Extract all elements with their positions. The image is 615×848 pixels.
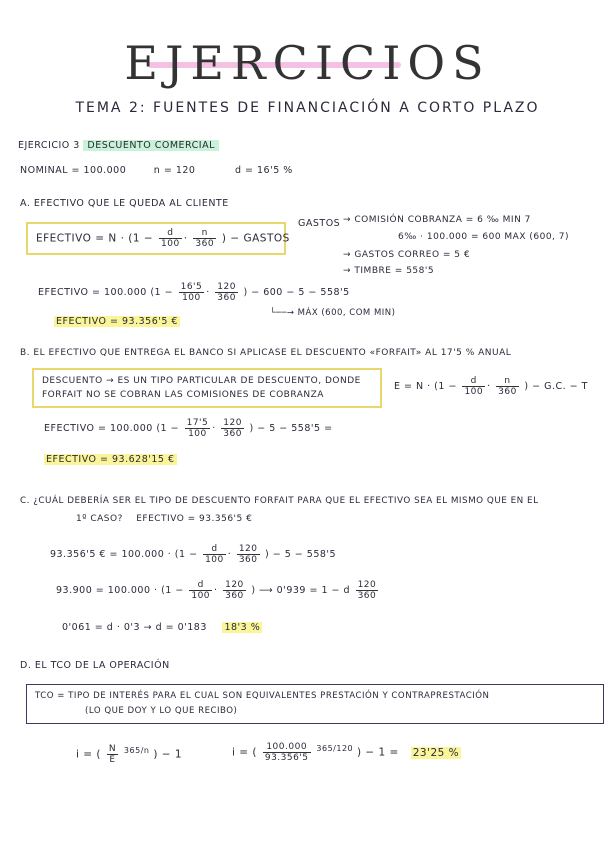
exercise-givens <box>20 165 293 176</box>
page-title: EJERCICIOS <box>124 36 491 90</box>
a-calc-frac1: $\frac{16'5}{100}$ <box>180 282 203 303</box>
c-eq2-frac2: $\frac{120}{360}$ <box>225 580 244 601</box>
exercise-header <box>18 140 219 151</box>
section-d-heading: D. EL TCO DE LA OPERACIÓN <box>20 660 170 671</box>
gastos-label: GASTOS <box>298 218 341 229</box>
a-max-note: └──→ MÁX (600, COM MIN) <box>270 308 396 318</box>
section-a-formula-box: EFECTIVO = N · (1 − $\frac{d}{100}$ · $\frac{n}{360}$ ) − GASTOS <box>26 222 286 255</box>
gastos-comision-calc: 6‰ · 100.000 = 600 MAX (600, 7) <box>398 232 570 242</box>
a-frac-d: $\frac{d}{100}$ <box>161 228 180 249</box>
exercise-topic: DESCUENTO COMERCIAL <box>83 140 219 151</box>
section-d-result: 23'25 % <box>412 746 460 759</box>
d-formula-frac: $\frac{N}{E}$ <box>108 744 117 765</box>
a-calc-frac2: $\frac{120}{360}$ <box>217 282 236 303</box>
section-c-eq2: 93.900 = 100.000 · (1 − $\frac{d}{100}$ · $\frac{120}{360}$ ) ⟶ 0'939 = 1 − d $\frac{120}{360}$ <box>56 580 377 601</box>
c-eq2-frac1: $\frac{d}{100}$ <box>191 580 211 601</box>
b-calc-frac2: $\frac{120}{360}$ <box>223 418 242 439</box>
section-b-result: EFECTIVO = 93.628'15 € <box>46 454 175 465</box>
section-a-result: EFECTIVO = 93.356'5 € <box>56 316 178 327</box>
c-eq1-frac1: $\frac{d}{100}$ <box>205 544 224 565</box>
d-calc-frac: $\frac{100.000}{93.356'5}$ <box>264 742 309 763</box>
section-b-heading: B. EL EFECTIVO QUE ENTREGA EL BANCO SI APLICASE EL DESCUENTO «FORFAIT» AL 17'5 % ANUAL <box>20 348 512 358</box>
section-a-calc: EFECTIVO = 100.000 (1 − $\frac{16'5}{100}$ · $\frac{120}{360}$ ) − 600 − 5 − 558'5 <box>38 282 350 303</box>
section-c-eq3: 0'061 = d · 0'3 → d = 0'183 18'3 % <box>62 622 261 633</box>
section-d-definition-box: TCO = TIPO DE INTERÉS PARA EL CUAL SON EQUIVALENTES PRESTACIÓN Y CONTRAPRESTACIÓN (LO QUE DOY Y LO QUE RECIBO) <box>26 684 604 724</box>
given-d: d = 16'5 % <box>234 165 293 176</box>
given-nominal: NOMINAL = 100.000 <box>20 165 127 176</box>
a-formula-left: EFECTIVO = N · (1 − <box>36 232 154 245</box>
section-d-formula: i = ( $\frac{N}{E}$ $^{365/n}$ ) − 1 <box>76 744 183 765</box>
section-d-calc: i = ( $\frac{100.000}{93.356'5}$ $^{365/120}$ ) − 1 = 23'25 % <box>232 742 460 763</box>
c-eq2-frac3: $\frac{120}{360}$ <box>357 580 377 601</box>
section-a-heading: A. EFECTIVO QUE LE QUEDA AL CLIENTE <box>20 198 229 209</box>
section-c-heading: C. ¿CUÁL DEBERÍA SER EL TIPO DE DESCUENTO FORFAIT PARA QUE EL EFECTIVO SEA EL MISMO QUE EN EL <box>20 496 539 506</box>
section-c-result: 18'3 % <box>224 622 261 633</box>
b-frac-d: $\frac{d}{100}$ <box>464 376 484 397</box>
section-b-calc: EFECTIVO = 100.000 (1 − $\frac{17'5}{100}$ · $\frac{120}{360}$ ) − 5 − 558'5 = <box>44 418 333 439</box>
gastos-correo: → GASTOS CORREO = 5 € <box>343 250 471 260</box>
given-n: n = 120 <box>153 165 196 176</box>
gastos-timbre: → TIMBRE = 558'5 <box>343 266 435 276</box>
page-subtitle: TEMA 2: FUENTES DE FINANCIACIÓN A CORTO PLAZO <box>75 100 540 116</box>
section-c-eq1: 93.356'5 € = 100.000 · (1 − $\frac{d}{100}$ · $\frac{120}{360}$ ) − 5 − 558'5 <box>50 544 337 565</box>
b-calc-frac1: $\frac{17'5}{100}$ <box>186 418 209 439</box>
section-b-formula: E = N · (1 − $\frac{d}{100}$ · $\frac{n}{360}$ ) − G.C. − T <box>394 376 588 397</box>
b-frac-n: $\frac{n}{360}$ <box>498 376 517 397</box>
a-formula-right: ) − GASTOS <box>221 232 290 245</box>
exercise-label: EJERCICIO 3 <box>18 140 80 151</box>
c-eq1-frac2: $\frac{120}{360}$ <box>238 544 258 565</box>
a-frac-n: $\frac{n}{360}$ <box>195 228 215 249</box>
section-b-definition-box: DESCUENTO → ES UN TIPO PARTICULAR DE DESCUENTO, DONDE FORFAIT NO SE COBRAN LAS COMISIONES DE COBRANZA <box>32 368 382 408</box>
section-c-heading-2: 1º CASO? EFECTIVO = 93.356'5 € <box>76 514 253 524</box>
gastos-comision: → COMISIÓN COBRANZA = 6 ‰ MIN 7 <box>343 215 531 225</box>
